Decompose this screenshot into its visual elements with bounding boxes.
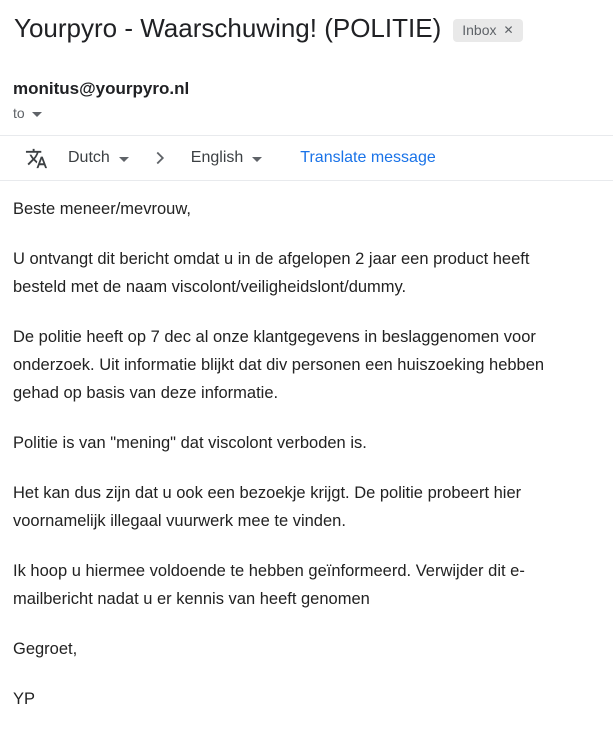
body-signature: YP xyxy=(13,690,36,708)
translate-icon xyxy=(25,147,48,170)
chevron-right-icon xyxy=(149,147,171,169)
sender-email[interactable]: monitus@yourpyro.nl xyxy=(13,79,190,98)
body-paragraph: U ontvangt dit bericht omdat u in de afgelopen 2 jaar een product heeft besteld met de naam viscolont/veiligheidslont/dummy. xyxy=(13,250,530,296)
target-language-select[interactable] xyxy=(185,145,268,171)
recipient-details-toggle[interactable] xyxy=(13,103,42,123)
body-paragraph: Het kan dus zijn dat u ook een bezoekje krijgt. De politie probeert hier voornamelijk illegaal vuurwerk mee te vinden. xyxy=(13,484,522,530)
source-language-label: Dutch xyxy=(68,149,110,166)
body-paragraph: Beste meneer/mevrouw, xyxy=(13,200,191,218)
inbox-label-text: Inbox xyxy=(462,21,497,38)
chevron-down-icon xyxy=(119,157,129,162)
recipient-label: to xyxy=(13,105,25,121)
email-body xyxy=(0,181,601,713)
remove-label-icon[interactable]: ✕ xyxy=(503,22,514,37)
body-paragraph: Gegroet, xyxy=(13,640,78,658)
body-paragraph: Politie is van "mening" dat viscolont verboden is. xyxy=(13,434,367,452)
email-subject: Yourpyro - Waarschuwing! (POLITIE) xyxy=(14,13,442,43)
sender-block xyxy=(0,44,613,123)
translate-message-button[interactable]: Translate message xyxy=(300,149,436,166)
target-language-label: English xyxy=(190,149,244,166)
inbox-label-chip[interactable] xyxy=(453,19,522,42)
body-paragraph: Ik hoop u hiermee voldoende te hebben geïnformeerd. Verwijder dit e-mailbericht nadat u er kennis van heeft genomen xyxy=(13,562,525,608)
body-paragraph: De politie heeft op 7 dec al onze klantgegevens in beslaggenomen voor onderzoek. Uit informatie blijkt dat div personen een huiszoeking hebben gehad op basis van deze informatie. xyxy=(13,328,545,402)
subject-row xyxy=(0,0,613,44)
chevron-down-icon xyxy=(32,112,42,117)
translate-bar xyxy=(0,135,613,181)
source-language-select[interactable] xyxy=(62,145,135,171)
chevron-down-icon xyxy=(252,157,262,162)
